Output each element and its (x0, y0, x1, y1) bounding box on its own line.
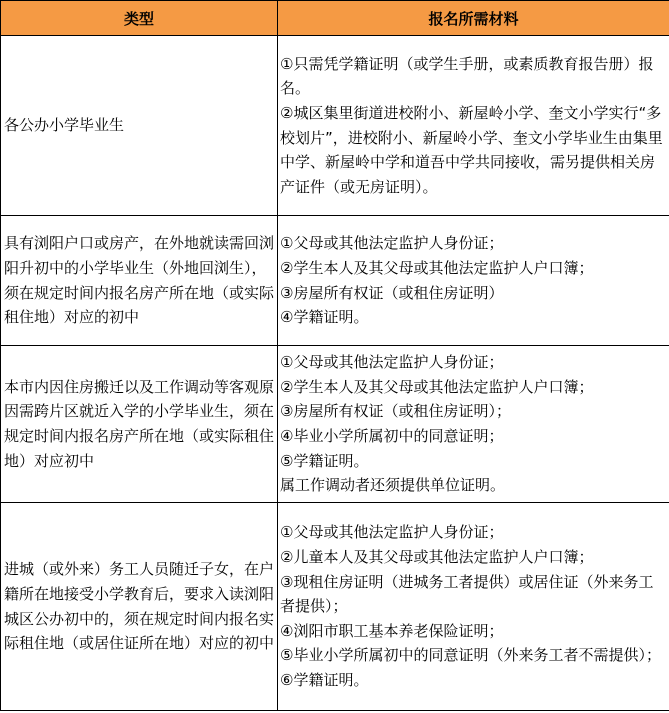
materials-line: ⑤毕业小学所属初中的同意证明（外来务工者不需提供）； (280, 646, 661, 665)
row-materials-cell (278, 503, 669, 711)
table-header-row (1, 1, 669, 36)
row-materials-cell (278, 346, 669, 503)
materials-line: ④学籍证明。 (280, 308, 369, 327)
materials-line: ②学生本人及其父母或其他法定监护人户口簿； (280, 258, 594, 277)
row-materials-cell (278, 216, 669, 346)
row-materials-text (280, 350, 666, 498)
header-type: 类型 (1, 1, 278, 36)
materials-line: ③房屋所有权证（或租住房证明） (280, 283, 504, 302)
row-category-cell (1, 503, 278, 711)
row-category-text: 进城（或外来）务工人员随迁子女，在户籍所在地接受小学教育后，要求入读浏阳城区公办初中的，须在规定时间内报名实际租住地（或居住证所在地）对应的初中 (4, 560, 275, 653)
table-row (1, 346, 669, 503)
row-category-cell (1, 346, 278, 503)
table-row (1, 503, 669, 711)
materials-line: ②城区集里街道进校附小、新屋岭小学、奎文小学实行“多校划片”，进校附小、新屋岭小学、奎文小学毕业生由集里中学、新屋岭中学和道吾中学共同接收，需另提供相关房产证件（或无房证明）。 (280, 103, 663, 196)
materials-line: ⑥学籍证明。 (280, 670, 369, 689)
materials-line: ③房屋所有权证（或租住房证明）； (280, 402, 511, 421)
materials-line: ①父母或其他法定监护人身份证； (280, 234, 504, 253)
row-materials-text (280, 231, 666, 329)
table-row (1, 216, 669, 346)
header-materials: 报名所需材料 (278, 1, 669, 36)
row-category-text: 本市内因住房搬迁以及工作调动等客观原因需跨片区就近入学的小学毕业生，须在规定时间内报名房产所在地（或实际租住地）对应初中 (4, 377, 275, 470)
row-category-text: 具有浏阳户口或房产，在外地就读需回浏阳升初中的小学毕业生（外地回浏生），须在规定时间内报名房产所在地（或实际租住地）对应的初中 (4, 234, 275, 327)
materials-line: ①父母或其他法定监护人身份证； (280, 523, 504, 542)
row-materials-cell (278, 36, 669, 216)
materials-line: ①只需凭学籍证明（或学生手册，或素质教育报告册）报名。 (280, 54, 654, 98)
materials-line: ③现租住房证明（进城务工者提供）或居住证（外来务工者提供）； (280, 572, 654, 616)
materials-line: ②学生本人及其父母或其他法定监护人户口簿； (280, 377, 594, 396)
materials-line: ④毕业小学所属初中的同意证明； (280, 427, 504, 445)
materials-line: ②儿童本人及其父母或其他法定监护人户口簿； (280, 548, 594, 567)
row-category-text: 各公办小学毕业生 (4, 116, 125, 135)
materials-line: 属工作调动者还须提供单位证明。 (280, 476, 506, 495)
materials-line: ①父母或其他法定监护人身份证； (280, 353, 504, 372)
row-materials-text (280, 520, 666, 692)
row-category-cell (1, 216, 278, 346)
row-category-cell (1, 36, 278, 216)
materials-line: ⑤学籍证明。 (280, 451, 369, 470)
table-row (1, 36, 669, 216)
row-materials-text (280, 52, 666, 200)
materials-line: ④浏阳市职工基本养老保险证明； (280, 621, 504, 640)
